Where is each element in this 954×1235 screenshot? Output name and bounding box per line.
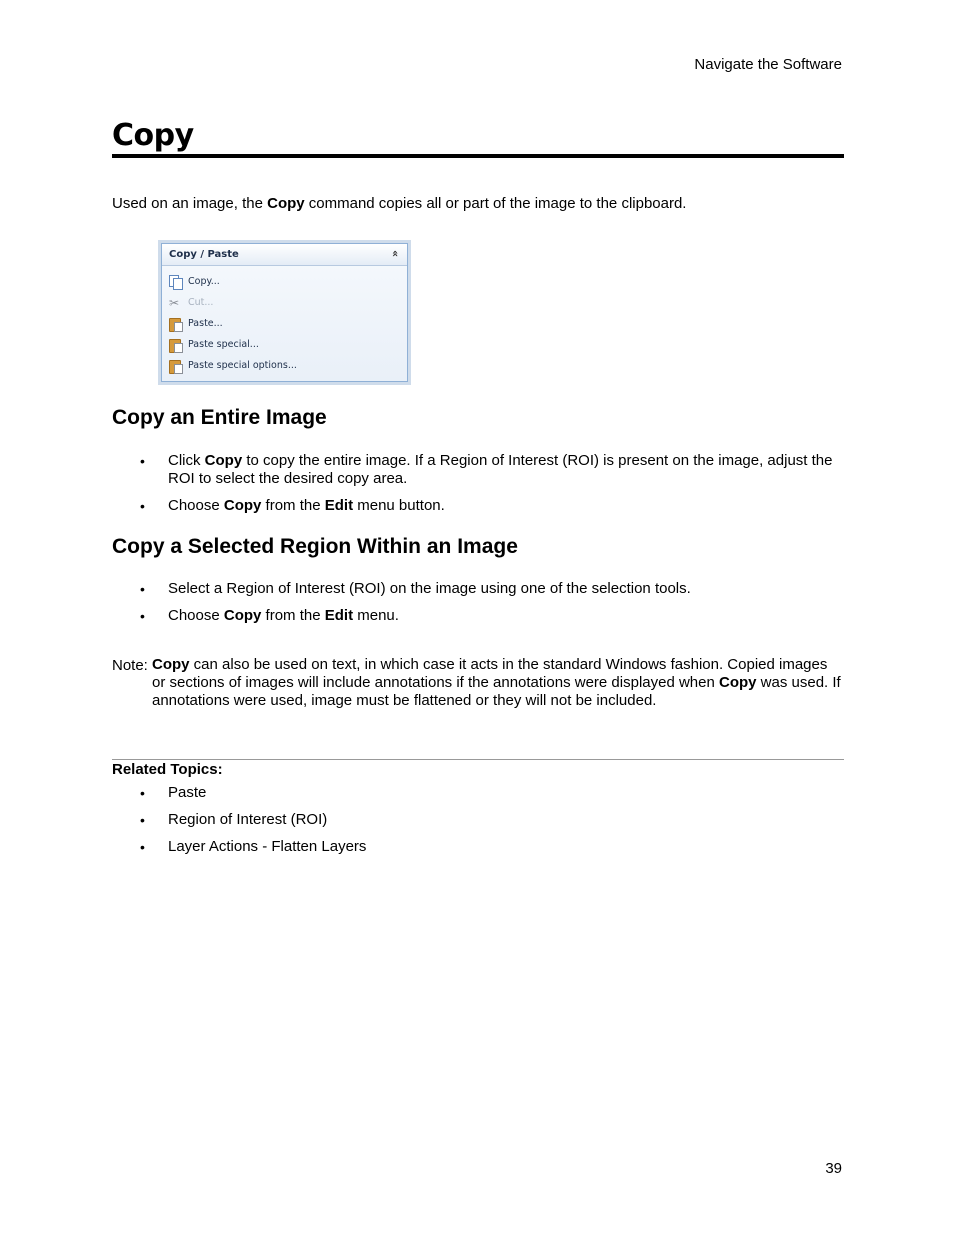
note-label: Note:: [112, 657, 148, 674]
panel-item-cut: ✂ Cut...: [169, 295, 214, 310]
paste-icon: [169, 317, 182, 331]
panel-header: [162, 244, 407, 266]
divider: [112, 759, 844, 760]
paste-special-icon: [169, 338, 182, 352]
scissors-icon: ✂: [169, 295, 180, 310]
panel-item-paste-special-options: Paste special options...: [162, 355, 407, 376]
panel-item-paste-special: Paste special...: [162, 334, 407, 355]
copy-paste-panel-screenshot: [158, 240, 411, 385]
page-number: 39: [825, 1160, 842, 1177]
panel-title: Copy / Paste: [169, 249, 239, 260]
running-header: Navigate the Software: [694, 56, 842, 73]
note: [112, 656, 844, 710]
related-topics-list: [112, 784, 842, 856]
list-item: • Select a Region of Interest (ROI) on the image using one of the selection tools.: [112, 580, 842, 598]
heading-copy-entire-image: Copy an Entire Image: [112, 406, 327, 429]
note-body: Copy can also be used on text, in which case it acts in the standard Windows fashion. Copied images or sections of images will include annotations if the annotations were displayed when Copy was used. If annotations were used, image must be flattened or they will not be included.: [152, 656, 841, 709]
related-link-paste[interactable]: • Paste: [112, 784, 842, 802]
entire-image-steps: [112, 452, 842, 515]
panel-item-copy: Copy...: [162, 271, 407, 292]
paste-special-options-icon: [169, 359, 182, 373]
heading-copy-selected-region: Copy a Selected Region Within an Image: [112, 535, 518, 558]
list-item: • Choose Copy from the Edit menu button.: [112, 497, 842, 515]
page-title: Copy: [112, 118, 844, 158]
related-link-flatten-layers[interactable]: • Layer Actions - Flatten Layers: [112, 838, 842, 856]
related-link-roi[interactable]: • Region of Interest (ROI): [112, 811, 842, 829]
selected-region-steps: [112, 580, 842, 625]
intro-paragraph: Used on an image, the Copy command copies all or part of the image to the clipboard.: [112, 195, 687, 212]
copy-icon: [169, 275, 182, 289]
panel-item-paste: Paste...: [162, 313, 407, 334]
related-topics-heading: Related Topics:: [112, 761, 223, 778]
list-item: • Choose Copy from the Edit menu.: [112, 607, 842, 625]
collapse-chevron-icon: «: [388, 249, 402, 258]
list-item: • Click Copy to copy the entire image. If a Region of Interest (ROI) is present on the image, adjust the ROI to select the desired copy area.: [112, 452, 842, 488]
